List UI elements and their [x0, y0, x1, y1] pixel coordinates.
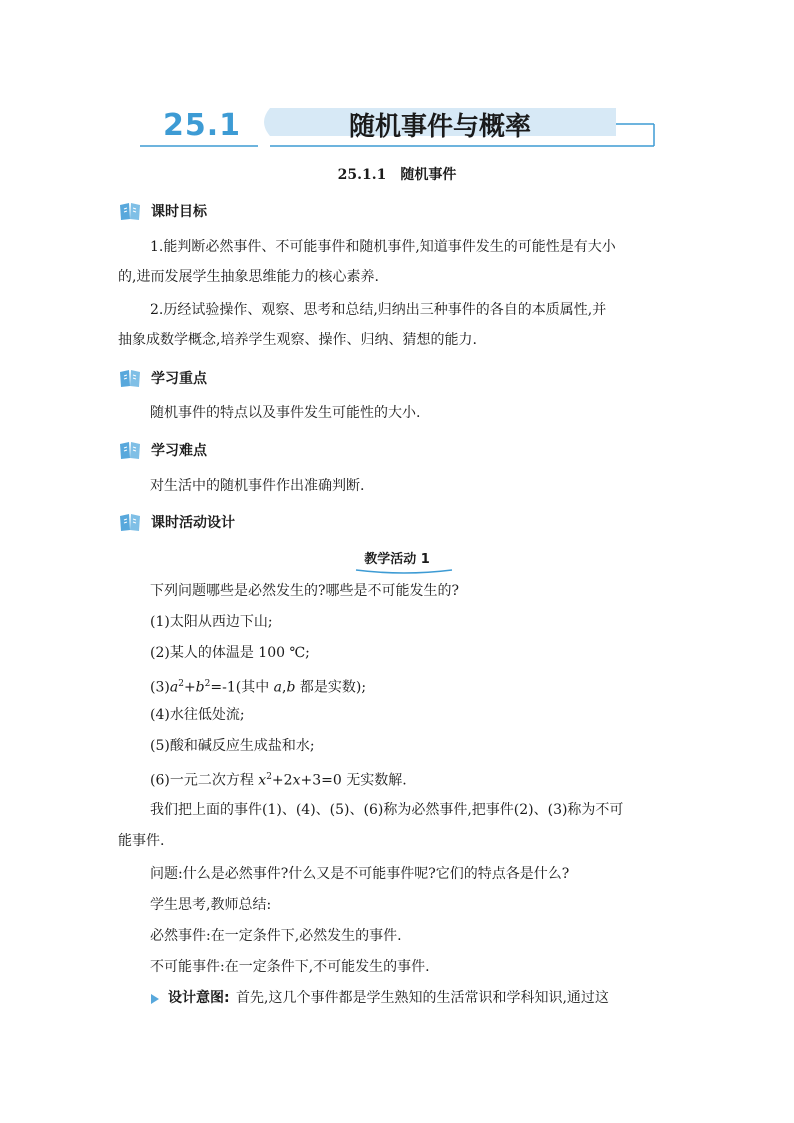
goals-line-1: 1.能判断必然事件、不可能事件和随机事件,知道事件发生的可能性是有大小: [150, 239, 616, 255]
definition-impossible: 不可能事件:在一定条件下,不可能发生的事件.: [150, 959, 430, 975]
difficulties-text: 对生活中的随机事件作出准确判断.: [150, 478, 365, 494]
goals-line-2: 的,进而发展学生抽象思维能力的核心素养.: [118, 269, 379, 285]
chapter-title: 随机事件与概率: [348, 112, 531, 142]
question-2: 问题:什么是必然事件?什么又是不可能事件呢?它们的特点各是什么?: [150, 866, 570, 882]
section-difficulties-label: 学习难点: [151, 443, 207, 459]
activity-item-3: $(3)a^2+b^2=-1$(其中 a,b 都是实数);: [150, 679, 367, 696]
summary-line-2: 能事件.: [118, 833, 165, 849]
book-icon: [118, 511, 142, 533]
goals-line-4: 抽象成数学概念,培养学生观察、操作、归纳、猜想的能力.: [118, 332, 477, 348]
key-points-text: 随机事件的特点以及事件发生可能性的大小.: [150, 405, 421, 421]
design-intent-text: 首先,这几个事件都是学生熟知的生活常识和学科知识,通过这: [236, 990, 609, 1006]
section-goals-label: 课时目标: [151, 204, 207, 220]
book-icon: [118, 439, 142, 461]
activity-heading: [0, 548, 794, 570]
activity-item-4: (4)水往低处流;: [150, 707, 245, 723]
activity-item-6: (6)一元二次方程 $x^2+2x+3=0$ 无实数解.: [150, 772, 407, 789]
goals-line-3: 2.历经试验操作、观察、思考和总结,归纳出三种事件的各自的本质属性,并: [150, 302, 607, 318]
activity-question: 下列问题哪些是必然发生的?哪些是不可能发生的?: [150, 583, 460, 599]
section-key-points-label: 学习重点: [151, 371, 207, 387]
student-think: 学生思考,教师总结:: [150, 897, 272, 913]
activity-title: 教学活动 1: [364, 552, 430, 567]
activity-underline: [354, 568, 454, 576]
design-intent-label: 设计意图:: [168, 990, 230, 1006]
subsection-title: 25.1.1 随机事件: [337, 167, 457, 183]
activity-item-5: (5)酸和碱反应生成盐和水;: [150, 738, 315, 754]
chapter-number: 25.1: [163, 108, 242, 143]
summary-line-1: 我们把上面的事件(1)、(4)、(5)、(6)称为必然事件,把事件(2)、(3)称为不可: [150, 802, 624, 818]
section-activity-design-label: 课时活动设计: [151, 515, 235, 531]
book-icon: [118, 367, 142, 389]
book-icon: [118, 200, 142, 222]
triangle-right-icon: [150, 994, 160, 1004]
activity-item-2: (2)某人的体温是 100 ℃;: [150, 645, 310, 661]
activity-item-1: (1)太阳从西边下山;: [150, 614, 273, 630]
definition-certain: 必然事件:在一定条件下,必然发生的事件.: [150, 928, 402, 944]
